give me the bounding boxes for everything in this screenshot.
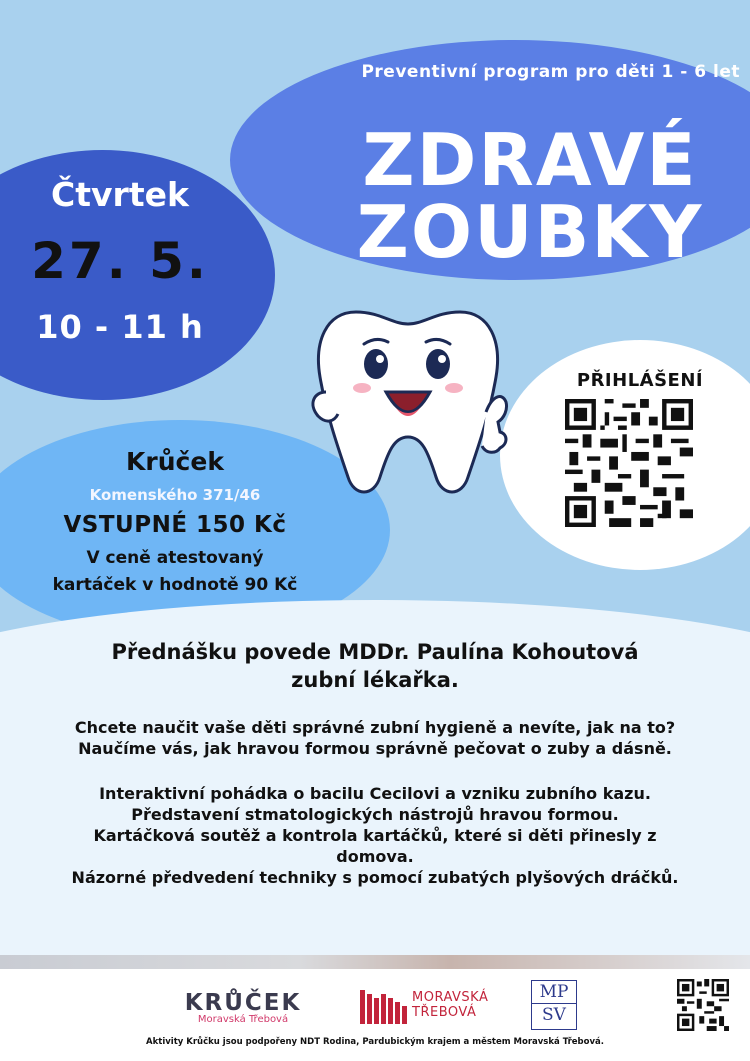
program-line: domova. [336,847,414,866]
venue-address: Komenského 371/46 [89,486,261,504]
poster-title-line2: ZOUBKY [356,190,704,274]
event-time: 10 - 11 h [36,308,204,346]
fee-note-line1: V ceně atestovaný [86,548,264,568]
event-day: Čtvrtek [51,175,189,214]
lecturer-line1: Přednášku povede MDDr. Paulína Kohoutová [111,640,639,664]
logo-mt-line1: MORAVSKÁ [412,990,489,1005]
logo-mpsv-top: MP [532,981,576,1004]
poster-title-line1: ZDRAVÉ [362,118,698,202]
qr-code-icon[interactable] [565,399,693,527]
program-line: Interaktivní pohádka o bacilu Cecilovi a vzniku zubního kazu. [99,784,651,803]
logo-krucek[interactable] [183,990,303,1025]
lecturer-line2: zubní lékařka. [291,668,459,692]
qr-code-small-icon[interactable] [677,979,729,1031]
logo-krucek-sub: Moravská Třebová [197,1014,289,1025]
description-line: Chcete naučit vaše děti správné zubní hygieně a nevíte, jak na to? [74,718,676,737]
fee-note-line2: kartáček v hodnotě 90 Kč [52,575,298,595]
program-line: Představení stmatologických nástrojů hravou formou. [131,805,619,824]
moravska-trebova-bars-icon [360,988,410,1028]
venue-name: Krůček [126,447,224,476]
footer-note: Aktivity Krůčku jsou podpořeny NDT Rodina, Pardubickým krajem a městem Moravská Třebová. [146,1037,604,1047]
logo-mpsv-bottom: SV [542,1005,566,1025]
description-line: Naučíme vás, jak hravou formou správně pečovat o zuby a dásně. [78,739,672,758]
logo-krucek-main: KRŮČEK [184,990,302,1016]
registration-label: PŘIHLÁŠENÍ [576,370,704,391]
logo-mt-line2: TŘEBOVÁ [412,1005,477,1020]
program-line: Názorné předvedení techniky s pomocí zubatých plyšových dráčků. [71,868,679,887]
event-date: 27. 5. [31,232,209,290]
poster-subtitle: Preventivní program pro děti 1 - 6 let [361,62,740,82]
mpsv-logo-icon[interactable] [531,980,577,1030]
program-line: Kartáčková soutěž a kontrola kartáčků, které si děti přinesly z [93,826,657,845]
entry-fee: VSTUPNÉ 150 Kč [63,512,287,538]
photo-strip [0,955,750,969]
moravska-trebova-logo-icon[interactable] [360,986,510,1030]
